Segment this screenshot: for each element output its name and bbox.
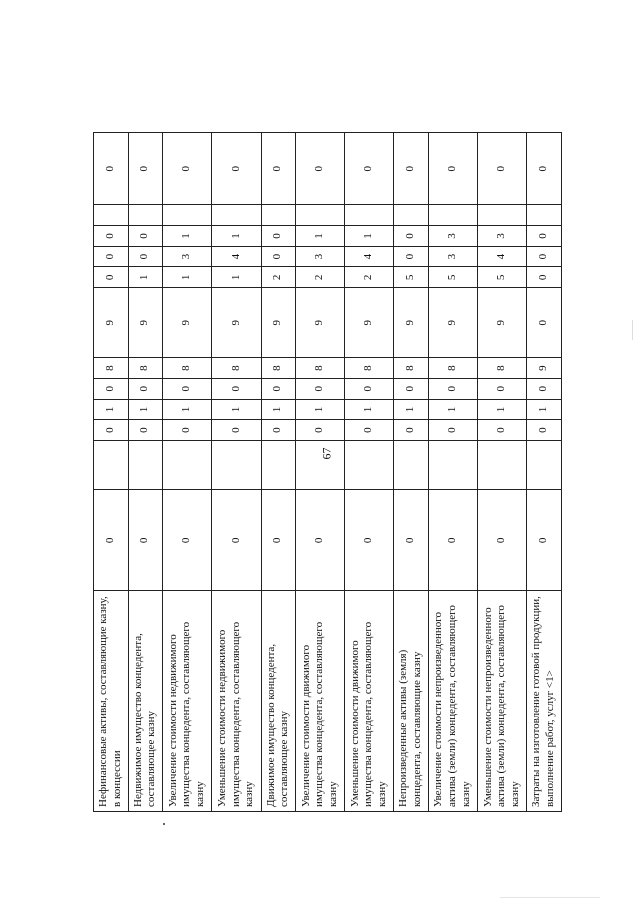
code-cell: 0	[478, 490, 527, 591]
empty-cell	[478, 440, 527, 489]
code-cell: 9	[478, 288, 527, 358]
code-cell: 0	[394, 133, 429, 205]
code-cell: 9	[394, 288, 429, 358]
code-cell: 1	[345, 226, 394, 247]
code-cell: 0	[527, 378, 562, 399]
table-row	[394, 133, 429, 812]
code-cell: 1	[394, 399, 429, 420]
empty-cell	[94, 205, 129, 226]
code-cell: 0	[527, 288, 562, 358]
code-cell: 0	[163, 420, 212, 441]
code-cell: 0	[296, 133, 345, 205]
table-row	[94, 133, 129, 812]
code-cell: 0	[429, 133, 478, 205]
code-cell: 0	[296, 378, 345, 399]
table-row	[345, 133, 394, 812]
row-label: Недвижимое имущество концедента, составляющее казну	[128, 591, 163, 812]
code-cell: 9	[212, 288, 261, 358]
code-cell: 2	[345, 267, 394, 288]
row-label: Затраты на изготовление готовой продукции, выполнение работ, услуг <1>	[527, 591, 562, 812]
code-cell: 5	[394, 267, 429, 288]
table-row	[296, 133, 345, 812]
empty-cell	[212, 205, 261, 226]
code-cell: 5	[478, 267, 527, 288]
code-cell: 1	[212, 267, 261, 288]
code-cell: 8	[345, 358, 394, 379]
code-cell: 0	[128, 420, 163, 441]
code-cell: 1	[345, 399, 394, 420]
empty-cell	[527, 440, 562, 489]
row-label: Нефинансовые активы, составляющие казну, в концессии	[94, 591, 129, 812]
empty-cell	[429, 205, 478, 226]
empty-cell	[296, 205, 345, 226]
code-cell: 3	[296, 246, 345, 267]
empty-cell	[163, 205, 212, 226]
table-row	[478, 133, 527, 812]
code-cell: 0	[394, 420, 429, 441]
code-cell: 0	[478, 420, 527, 441]
code-cell: 9	[296, 288, 345, 358]
bottom-edge-mark	[500, 897, 600, 898]
code-cell: 0	[296, 490, 345, 591]
code-cell: 0	[212, 378, 261, 399]
code-cell: 1	[163, 267, 212, 288]
page-number: 67	[319, 447, 334, 460]
empty-cell	[296, 440, 345, 489]
code-cell: 9	[527, 358, 562, 379]
code-cell: 0	[345, 133, 394, 205]
code-cell: 0	[527, 267, 562, 288]
row-label: Увеличение стоимости движимого имущества концедента, составляющего казну	[296, 591, 345, 812]
empty-cell	[94, 440, 129, 489]
code-cell: 8	[212, 358, 261, 379]
code-cell: 0	[527, 420, 562, 441]
code-cell: 0	[128, 246, 163, 267]
empty-cell	[394, 440, 429, 489]
code-cell: 1	[527, 399, 562, 420]
code-cell: 8	[261, 358, 296, 379]
code-cell: 1	[296, 399, 345, 420]
empty-cell	[212, 440, 261, 489]
code-cell: 1	[261, 399, 296, 420]
empty-cell	[345, 440, 394, 489]
row-label: Увеличение стоимости непроизведенного актива (земли) концедента, составляющего казну	[429, 591, 478, 812]
code-cell: 0	[94, 246, 129, 267]
row-label: Уменьшение стоимости недвижимого имущества концедента, составляющего казну	[212, 591, 261, 812]
code-cell: 0	[94, 133, 129, 205]
code-cell: 4	[212, 246, 261, 267]
code-cell: 0	[212, 133, 261, 205]
code-cell: 1	[429, 399, 478, 420]
code-cell: 1	[212, 399, 261, 420]
row-label: Движимое имущество концедента, составляющее казну	[261, 591, 296, 812]
code-cell: 0	[394, 378, 429, 399]
code-cell: 0	[261, 420, 296, 441]
code-cell: 0	[527, 133, 562, 205]
code-cell: 1	[128, 399, 163, 420]
code-cell: 0	[94, 420, 129, 441]
code-cell: 0	[527, 246, 562, 267]
code-cell: 4	[478, 246, 527, 267]
code-cell: 9	[429, 288, 478, 358]
rotated-table-wrapper	[93, 132, 562, 812]
code-cell: 0	[212, 490, 261, 591]
code-cell: 0	[429, 490, 478, 591]
code-cell: 5	[429, 267, 478, 288]
code-cell: 0	[429, 420, 478, 441]
empty-cell	[429, 440, 478, 489]
table-row	[261, 133, 296, 812]
empty-cell	[128, 440, 163, 489]
code-cell: 0	[261, 378, 296, 399]
empty-cell	[527, 205, 562, 226]
code-cell: 3	[163, 246, 212, 267]
row-label: Непроизведенные активы (земля) концедента, составляющие казну	[394, 591, 429, 812]
code-cell: 0	[478, 133, 527, 205]
scan-speck	[163, 823, 165, 825]
code-cell: 8	[478, 358, 527, 379]
code-cell: 0	[212, 420, 261, 441]
code-cell: 0	[345, 378, 394, 399]
code-cell: 0	[527, 490, 562, 591]
code-cell: 0	[261, 226, 296, 247]
code-cell: 0	[94, 378, 129, 399]
code-cell: 9	[163, 288, 212, 358]
code-cell: 0	[345, 420, 394, 441]
empty-cell	[163, 440, 212, 489]
code-cell: 0	[394, 226, 429, 247]
empty-cell	[478, 205, 527, 226]
code-cell: 0	[429, 378, 478, 399]
account-codes-table	[93, 132, 562, 812]
code-cell: 9	[345, 288, 394, 358]
row-label: Уменьшение стоимости движимого имущества концедента, составляющего казну	[345, 591, 394, 812]
code-cell: 2	[296, 267, 345, 288]
code-cell: 1	[478, 399, 527, 420]
code-cell: 0	[527, 226, 562, 247]
margin-mark	[632, 320, 633, 340]
row-label: Увеличение стоимости недвижимого имущества концедента, составляющего казну	[163, 591, 212, 812]
table-row	[128, 133, 163, 812]
empty-cell	[394, 205, 429, 226]
code-cell: 2	[261, 267, 296, 288]
code-cell: 3	[478, 226, 527, 247]
code-cell: 4	[345, 246, 394, 267]
code-cell: 8	[429, 358, 478, 379]
code-cell: 0	[394, 246, 429, 267]
code-cell: 0	[94, 226, 129, 247]
table-row	[212, 133, 261, 812]
empty-cell	[261, 440, 296, 489]
code-cell: 3	[429, 246, 478, 267]
code-cell: 0	[163, 133, 212, 205]
empty-cell	[261, 205, 296, 226]
code-cell: 0	[128, 490, 163, 591]
code-cell: 8	[128, 358, 163, 379]
empty-cell	[345, 205, 394, 226]
code-cell: 8	[94, 358, 129, 379]
code-cell: 0	[128, 226, 163, 247]
code-cell: 1	[212, 226, 261, 247]
code-cell: 9	[94, 288, 129, 358]
code-cell: 0	[394, 490, 429, 591]
table-row	[429, 133, 478, 812]
code-cell: 1	[163, 399, 212, 420]
code-cell: 3	[429, 226, 478, 247]
code-cell: 0	[163, 378, 212, 399]
code-cell: 1	[296, 226, 345, 247]
code-cell: 9	[128, 288, 163, 358]
code-cell: 8	[394, 358, 429, 379]
code-cell: 0	[128, 133, 163, 205]
code-cell: 0	[163, 490, 212, 591]
table-row	[527, 133, 562, 812]
code-cell: 9	[261, 288, 296, 358]
code-cell: 0	[261, 133, 296, 205]
code-cell: 8	[163, 358, 212, 379]
code-cell: 0	[261, 246, 296, 267]
table-row	[163, 133, 212, 812]
code-cell: 8	[296, 358, 345, 379]
code-cell: 1	[128, 267, 163, 288]
code-cell: 0	[261, 490, 296, 591]
code-cell: 0	[94, 490, 129, 591]
row-label: Уменьшение стоимости непроизведенного актива (земли) концедента, составляющего казну	[478, 591, 527, 812]
code-cell: 0	[128, 378, 163, 399]
code-cell: 0	[94, 267, 129, 288]
code-cell: 0	[296, 420, 345, 441]
code-cell: 0	[478, 378, 527, 399]
empty-cell	[128, 205, 163, 226]
code-cell: 1	[94, 399, 129, 420]
code-cell: 0	[345, 490, 394, 591]
code-cell: 1	[163, 226, 212, 247]
